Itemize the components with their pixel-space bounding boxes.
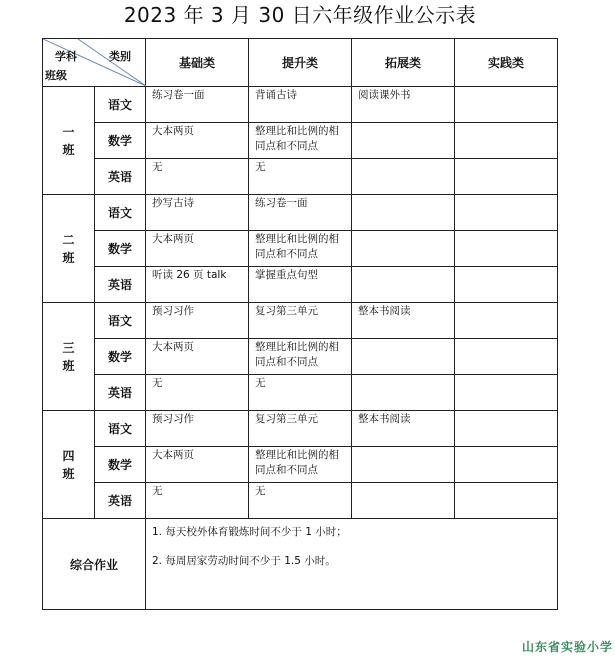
table-row: [43, 447, 558, 483]
table-row: [43, 195, 558, 231]
homework-cell: [352, 267, 455, 303]
school-logo: 山东省实验小学: [522, 640, 614, 654]
homework-cell: [352, 123, 455, 159]
homework-cell: [352, 483, 455, 519]
homework-cell: [455, 447, 558, 483]
homework-cell: [455, 231, 558, 267]
homework-cell: 背诵古诗: [249, 87, 352, 123]
homework-cell: [455, 303, 558, 339]
homework-cell: 无: [146, 483, 249, 519]
homework-cell: [455, 87, 558, 123]
subject-cell: 语文: [95, 87, 146, 123]
column-header-extend: 拓展类: [352, 39, 455, 87]
subject-cell: 英语: [95, 267, 146, 303]
column-header-basic: 基础类: [146, 39, 249, 87]
diag-class-label: 班级: [45, 69, 67, 82]
homework-cell: 大本两页: [146, 339, 249, 375]
homework-cell: 整本书阅读: [352, 411, 455, 447]
summary-content: [146, 519, 558, 610]
homework-cell: 阅读课外书: [352, 87, 455, 123]
subject-cell: 数学: [95, 339, 146, 375]
homework-cell: [352, 447, 455, 483]
homework-cell: 大本两页: [146, 447, 249, 483]
diagonal-header-cell: [43, 39, 146, 87]
table-row: [43, 267, 558, 303]
diag-category-label: 类别: [109, 50, 131, 63]
class-name-cell: 一 班: [43, 87, 95, 195]
homework-cell: 练习卷一面: [146, 87, 249, 123]
summary-item: 2. 每周居家劳动时间不少于 1.5 小时。: [152, 555, 336, 567]
homework-cell: [352, 159, 455, 195]
homework-cell: 复习第三单元: [249, 411, 352, 447]
table-row: [43, 375, 558, 411]
homework-cell: [455, 159, 558, 195]
homework-cell: 整本书阅读: [352, 303, 455, 339]
homework-cell: 无: [146, 159, 249, 195]
homework-cell: [455, 195, 558, 231]
homework-cell: 练习卷一面: [249, 195, 352, 231]
table-row: [43, 159, 558, 195]
header-row: [43, 39, 558, 87]
subject-cell: 英语: [95, 375, 146, 411]
homework-cell: [352, 339, 455, 375]
homework-cell: 预习习作: [146, 411, 249, 447]
column-header-improve: 提升类: [249, 39, 352, 87]
homework-cell: 整理比和比例的相同点和不同点: [249, 447, 352, 483]
homework-cell: [455, 339, 558, 375]
table-row: [43, 339, 558, 375]
homework-cell: 无: [249, 375, 352, 411]
summary-label: 综合作业: [43, 519, 146, 610]
homework-cell: 整理比和比例的相同点和不同点: [249, 123, 352, 159]
subject-cell: 数学: [95, 447, 146, 483]
diag-subject-label: 学科: [55, 50, 77, 63]
homework-table: [42, 38, 558, 610]
homework-cell: [455, 375, 558, 411]
homework-cell: 听读 26 页 talk: [146, 267, 249, 303]
homework-cell: [352, 231, 455, 267]
homework-cell: [352, 375, 455, 411]
homework-cell: [455, 483, 558, 519]
homework-cell: 整理比和比例的相同点和不同点: [249, 231, 352, 267]
homework-cell: 掌握重点句型: [249, 267, 352, 303]
table-row: [43, 87, 558, 123]
class-name-cell: 三 班: [43, 303, 95, 411]
subject-cell: 数学: [95, 231, 146, 267]
homework-cell: [455, 411, 558, 447]
subject-cell: 语文: [95, 195, 146, 231]
subject-cell: 语文: [95, 411, 146, 447]
class-name-cell: 四 班: [43, 411, 95, 519]
subject-cell: 英语: [95, 159, 146, 195]
table-row: [43, 123, 558, 159]
subject-cell: 英语: [95, 483, 146, 519]
homework-cell: 整理比和比例的相同点和不同点: [249, 339, 352, 375]
homework-cell: 无: [249, 483, 352, 519]
homework-cell: 大本两页: [146, 231, 249, 267]
homework-cell: [455, 123, 558, 159]
page-title: 2023 年 3 月 30 日六年级作业公示表: [123, 3, 477, 27]
homework-cell: 复习第三单元: [249, 303, 352, 339]
homework-cell: 无: [146, 375, 249, 411]
column-header-practice: 实践类: [455, 39, 558, 87]
subject-cell: 数学: [95, 123, 146, 159]
table-row: [43, 303, 558, 339]
homework-cell: 抄写古诗: [146, 195, 249, 231]
class-name-cell: 二 班: [43, 195, 95, 303]
summary-row: [43, 519, 558, 610]
table-row: [43, 483, 558, 519]
homework-cell: 无: [249, 159, 352, 195]
summary-item: 1. 每天校外体育锻炼时间不少于 1 小时；: [152, 526, 347, 538]
table-row: [43, 411, 558, 447]
subject-cell: 语文: [95, 303, 146, 339]
homework-cell: [455, 267, 558, 303]
homework-cell: 预习习作: [146, 303, 249, 339]
table-row: [43, 231, 558, 267]
homework-cell: 大本两页: [146, 123, 249, 159]
homework-cell: [352, 195, 455, 231]
